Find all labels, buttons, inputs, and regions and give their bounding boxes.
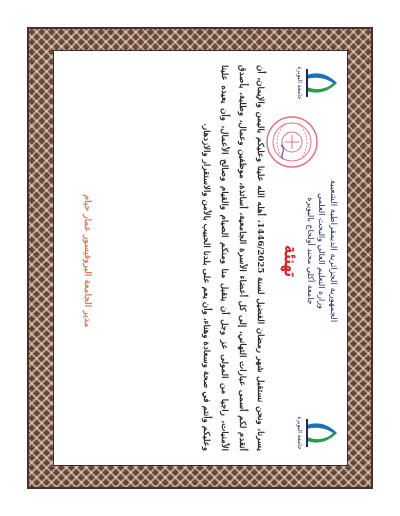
signature-line: مدير الجامعة البروفيسور عمار حيام	[82, 194, 92, 328]
university-logo-left	[289, 61, 339, 105]
header-ministry: وزارة التعليم العالي والبحث العلمي	[317, 193, 326, 309]
logo-caption: جامعة البويرة	[296, 66, 303, 100]
certificate-content	[54, 51, 347, 465]
university-logo-right	[289, 411, 339, 455]
page-title: تهنئة	[280, 245, 300, 277]
body-text: يسرنا، ونحن نستقبل شهر رمضان الفضيل لسنة 1446/2025، أهله الله علينا وعليكم باليمن والإيمان، أن أتقدم لكم أسمى عبارات التهاني، إلى كل أعضاء الأسرة الجامعية، أساتذة، موظفين وعمال، وطلبة، بأصدق الأمنيات، راجيا من المولى عز وجل أن يتقبل منا ومنكم الصيام والقيام وصالح الأعمال، وأن يعيده علينا وعليكم وأنتم في صحة وسعادة وهناء، وأن يعم على بلدنا الحبيب بالأمن والاستقرار والازدهار.	[201, 65, 265, 451]
certificate-card	[54, 51, 347, 465]
logo-caption: جامعة البويرة	[296, 416, 303, 450]
official-seal	[265, 115, 319, 169]
header-republic: الجمهورية الجزائرية الديمقراطية الشعبية	[328, 179, 338, 323]
header-university: جامعة أكلي محند أولحاج بالبويرة	[306, 197, 315, 305]
